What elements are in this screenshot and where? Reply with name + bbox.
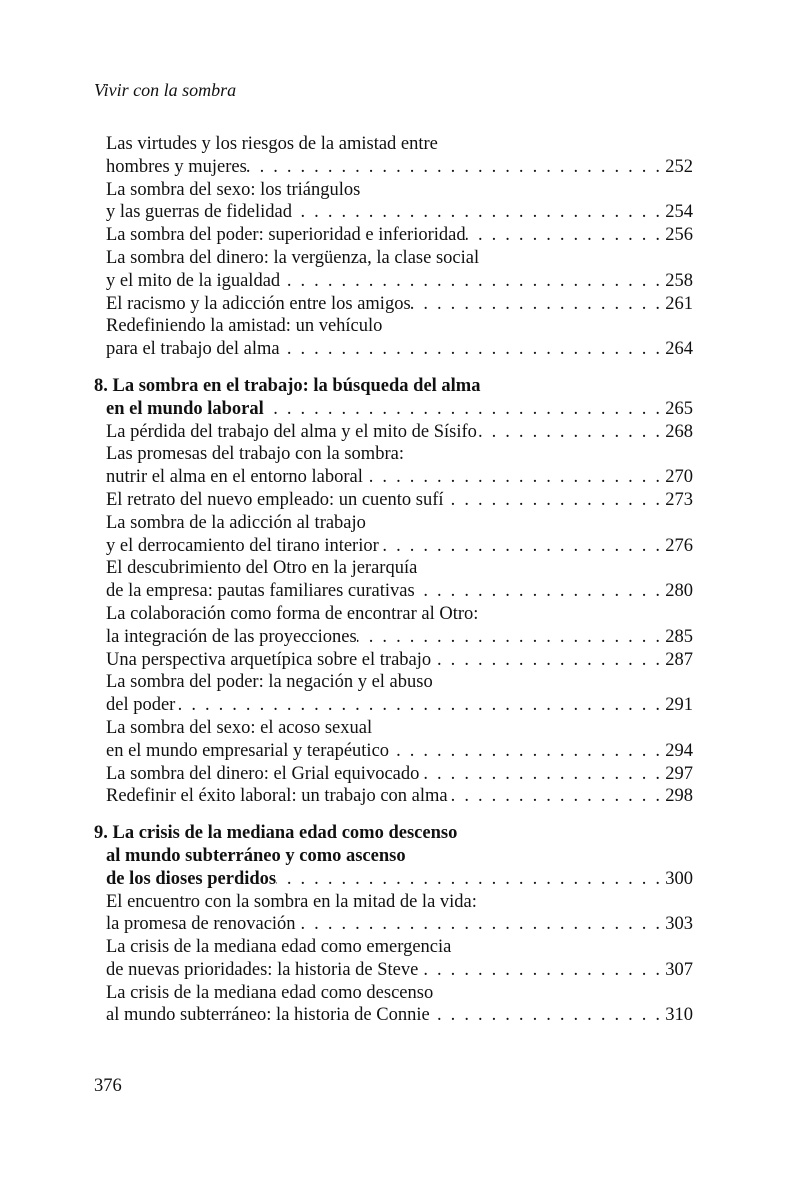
toc-line-text: y las guerras de fidelidad — [106, 202, 292, 223]
toc-page-number: 310 — [665, 1005, 693, 1026]
toc-line-text: El encuentro con la sombra en la mitad de la vida: — [106, 891, 477, 912]
toc-entry — [94, 982, 693, 1005]
toc-line-text: nutrir el alma en el entorno laboral — [106, 467, 363, 488]
toc-page-number: 297 — [665, 763, 693, 784]
toc-line-text: La sombra del dinero: el Grial equivocado — [106, 763, 420, 784]
toc-line-text: La sombra del poder: superioridad e inferioridad — [106, 225, 466, 246]
toc-entry — [94, 671, 693, 694]
toc-entry — [94, 717, 693, 740]
toc-entry — [94, 535, 693, 558]
toc-entry — [94, 785, 693, 808]
toc-line-text: La pérdida del trabajo del alma y el mito de Sísifo — [106, 421, 477, 442]
toc-page-number: 303 — [665, 914, 693, 935]
dot-leader — [363, 466, 662, 489]
toc-line-text: El descubrimiento del Otro en la jerarquía — [106, 558, 418, 579]
dot-leader — [357, 626, 663, 649]
dot-leader — [175, 694, 662, 717]
toc-line-text: al mundo subterráneo: la historia de Connie — [106, 1005, 430, 1026]
toc-line-text: La sombra de la adicción al trabajo — [106, 512, 366, 533]
toc-entry — [94, 580, 693, 603]
toc-line-text: la promesa de renovación — [106, 914, 296, 935]
toc-page-number: 264 — [665, 339, 693, 360]
toc-line-text: Una perspectiva arquetípica sobre el trabajo — [106, 649, 432, 670]
toc-entry — [94, 133, 693, 156]
toc-line-text: en el mundo empresarial y terapéutico — [106, 740, 390, 761]
toc-line-text: Redefiniendo la amistad: un vehículo — [106, 316, 383, 337]
toc-page-number: 261 — [665, 293, 693, 314]
dot-leader — [444, 489, 663, 512]
running-head: Vivir con la sombra — [94, 80, 237, 100]
toc-page-number: 256 — [665, 225, 693, 246]
toc-entry — [94, 891, 693, 914]
dot-leader — [430, 1004, 663, 1027]
toc-line-text: hombres y mujeres — [106, 156, 247, 177]
toc-line-text: y el derrocamiento del tirano interior — [106, 535, 379, 556]
page-number: 376 — [94, 1076, 122, 1096]
dot-leader — [466, 224, 663, 247]
dot-leader — [419, 763, 662, 786]
toc-line-text: de los dioses perdidos — [106, 868, 277, 889]
toc-entry — [94, 179, 693, 202]
dot-leader — [415, 580, 663, 603]
toc-entry — [94, 156, 693, 179]
chapter-title — [94, 398, 693, 421]
toc-entry — [94, 557, 693, 580]
toc-line-text: La crisis de la mediana edad como emergencia — [106, 937, 452, 958]
toc-line-text: y el mito de la igualdad — [106, 270, 281, 291]
toc-entry — [94, 763, 693, 786]
toc-line-text: Redefinir el éxito laboral: un trabajo con alma — [106, 786, 448, 807]
toc-page-number: 300 — [665, 868, 693, 889]
toc-line-text: La sombra del poder: la negación y el abuso — [106, 672, 433, 693]
chapter-section — [94, 375, 693, 808]
dot-leader — [411, 293, 663, 316]
dot-leader — [477, 421, 662, 444]
toc-entry — [94, 443, 693, 466]
chapter-title — [94, 845, 693, 868]
dot-leader — [448, 785, 663, 808]
toc-line-text: El retrato del nuevo empleado: un cuento sufí — [106, 489, 444, 510]
toc-page-number: 291 — [665, 695, 693, 716]
dot-leader — [431, 649, 662, 672]
toc-line-text: la integración de las proyecciones — [106, 626, 357, 647]
toc-entry — [94, 224, 693, 247]
toc-line-text: La sombra del dinero: la vergüenza, la clase social — [106, 247, 480, 268]
toc-entry — [94, 247, 693, 270]
toc-page-number: 254 — [665, 202, 693, 223]
toc-page-number: 276 — [665, 535, 693, 556]
toc-page-number: 270 — [665, 467, 693, 488]
toc-entry — [94, 338, 693, 361]
toc-entry — [94, 293, 693, 316]
dot-leader — [276, 868, 662, 891]
toc-line-text: La crisis de la mediana edad como descenso — [106, 982, 434, 1003]
toc-line-text: Las virtudes y los riesgos de la amistad entre — [106, 134, 438, 154]
toc-entry — [94, 913, 693, 936]
toc-page-number: 268 — [665, 421, 693, 442]
toc-line-text: La sombra del sexo: el acoso sexual — [106, 717, 373, 738]
toc-page-number: 294 — [665, 740, 693, 761]
toc-entry — [94, 315, 693, 338]
toc-line-text: de nuevas prioridades: la historia de Steve — [106, 959, 419, 980]
dot-leader — [389, 740, 662, 763]
dot-leader — [247, 156, 662, 179]
toc-page-number: 285 — [665, 626, 693, 647]
toc-page-number: 287 — [665, 649, 693, 670]
dot-leader — [379, 535, 662, 558]
dot-leader — [264, 398, 662, 421]
toc-page-number: 273 — [665, 489, 693, 510]
toc-line-text: 8. La sombra en el trabajo: la búsqueda del alma — [94, 375, 481, 396]
toc-entry — [94, 936, 693, 959]
dot-leader — [418, 959, 662, 982]
toc-page-number: 307 — [665, 959, 693, 980]
toc-entry — [94, 603, 693, 626]
toc-entry — [94, 740, 693, 763]
toc-page-number: 298 — [665, 786, 693, 807]
toc-entry — [94, 270, 693, 293]
dot-leader — [280, 270, 662, 293]
toc-line-text: para el trabajo del alma — [106, 339, 280, 360]
toc-entry — [94, 1004, 693, 1027]
toc-page-number: 280 — [665, 581, 693, 602]
dot-leader — [280, 338, 663, 361]
chapter-section — [94, 822, 693, 1027]
toc-line-text: La colaboración como forma de encontrar al Otro: — [106, 603, 479, 624]
chapter-title — [94, 868, 693, 891]
toc-entry — [94, 626, 693, 649]
toc-line-text: del poder — [106, 695, 176, 716]
toc-page-number: 258 — [665, 270, 693, 291]
toc-line-text: El racismo y la adicción entre los amigos — [106, 293, 411, 314]
toc-line-text: de la empresa: pautas familiares curativas — [106, 581, 415, 602]
toc-entry — [94, 489, 693, 512]
chapter-title — [94, 822, 693, 845]
dot-leader — [292, 201, 662, 224]
toc-line-text: Las promesas del trabajo con la sombra: — [106, 444, 404, 465]
toc-page-number: 252 — [665, 156, 693, 177]
toc-entry — [94, 649, 693, 672]
toc-line-text: al mundo subterráneo y como ascenso — [106, 845, 406, 866]
toc-line-text: en el mundo laboral — [106, 398, 264, 419]
table-of-contents — [94, 133, 693, 1027]
chapter-title — [94, 375, 693, 398]
toc-entry — [94, 694, 693, 717]
dot-leader — [296, 913, 663, 936]
toc-page-number: 265 — [665, 398, 693, 419]
toc-line-text: 9. La crisis de la mediana edad como descenso — [94, 823, 458, 844]
toc-entry — [94, 466, 693, 489]
toc-entry — [94, 959, 693, 982]
toc-entry — [94, 421, 693, 444]
toc-entry — [94, 512, 693, 535]
toc-line-text: La sombra del sexo: los triángulos — [106, 179, 361, 200]
toc-entry — [94, 201, 693, 224]
